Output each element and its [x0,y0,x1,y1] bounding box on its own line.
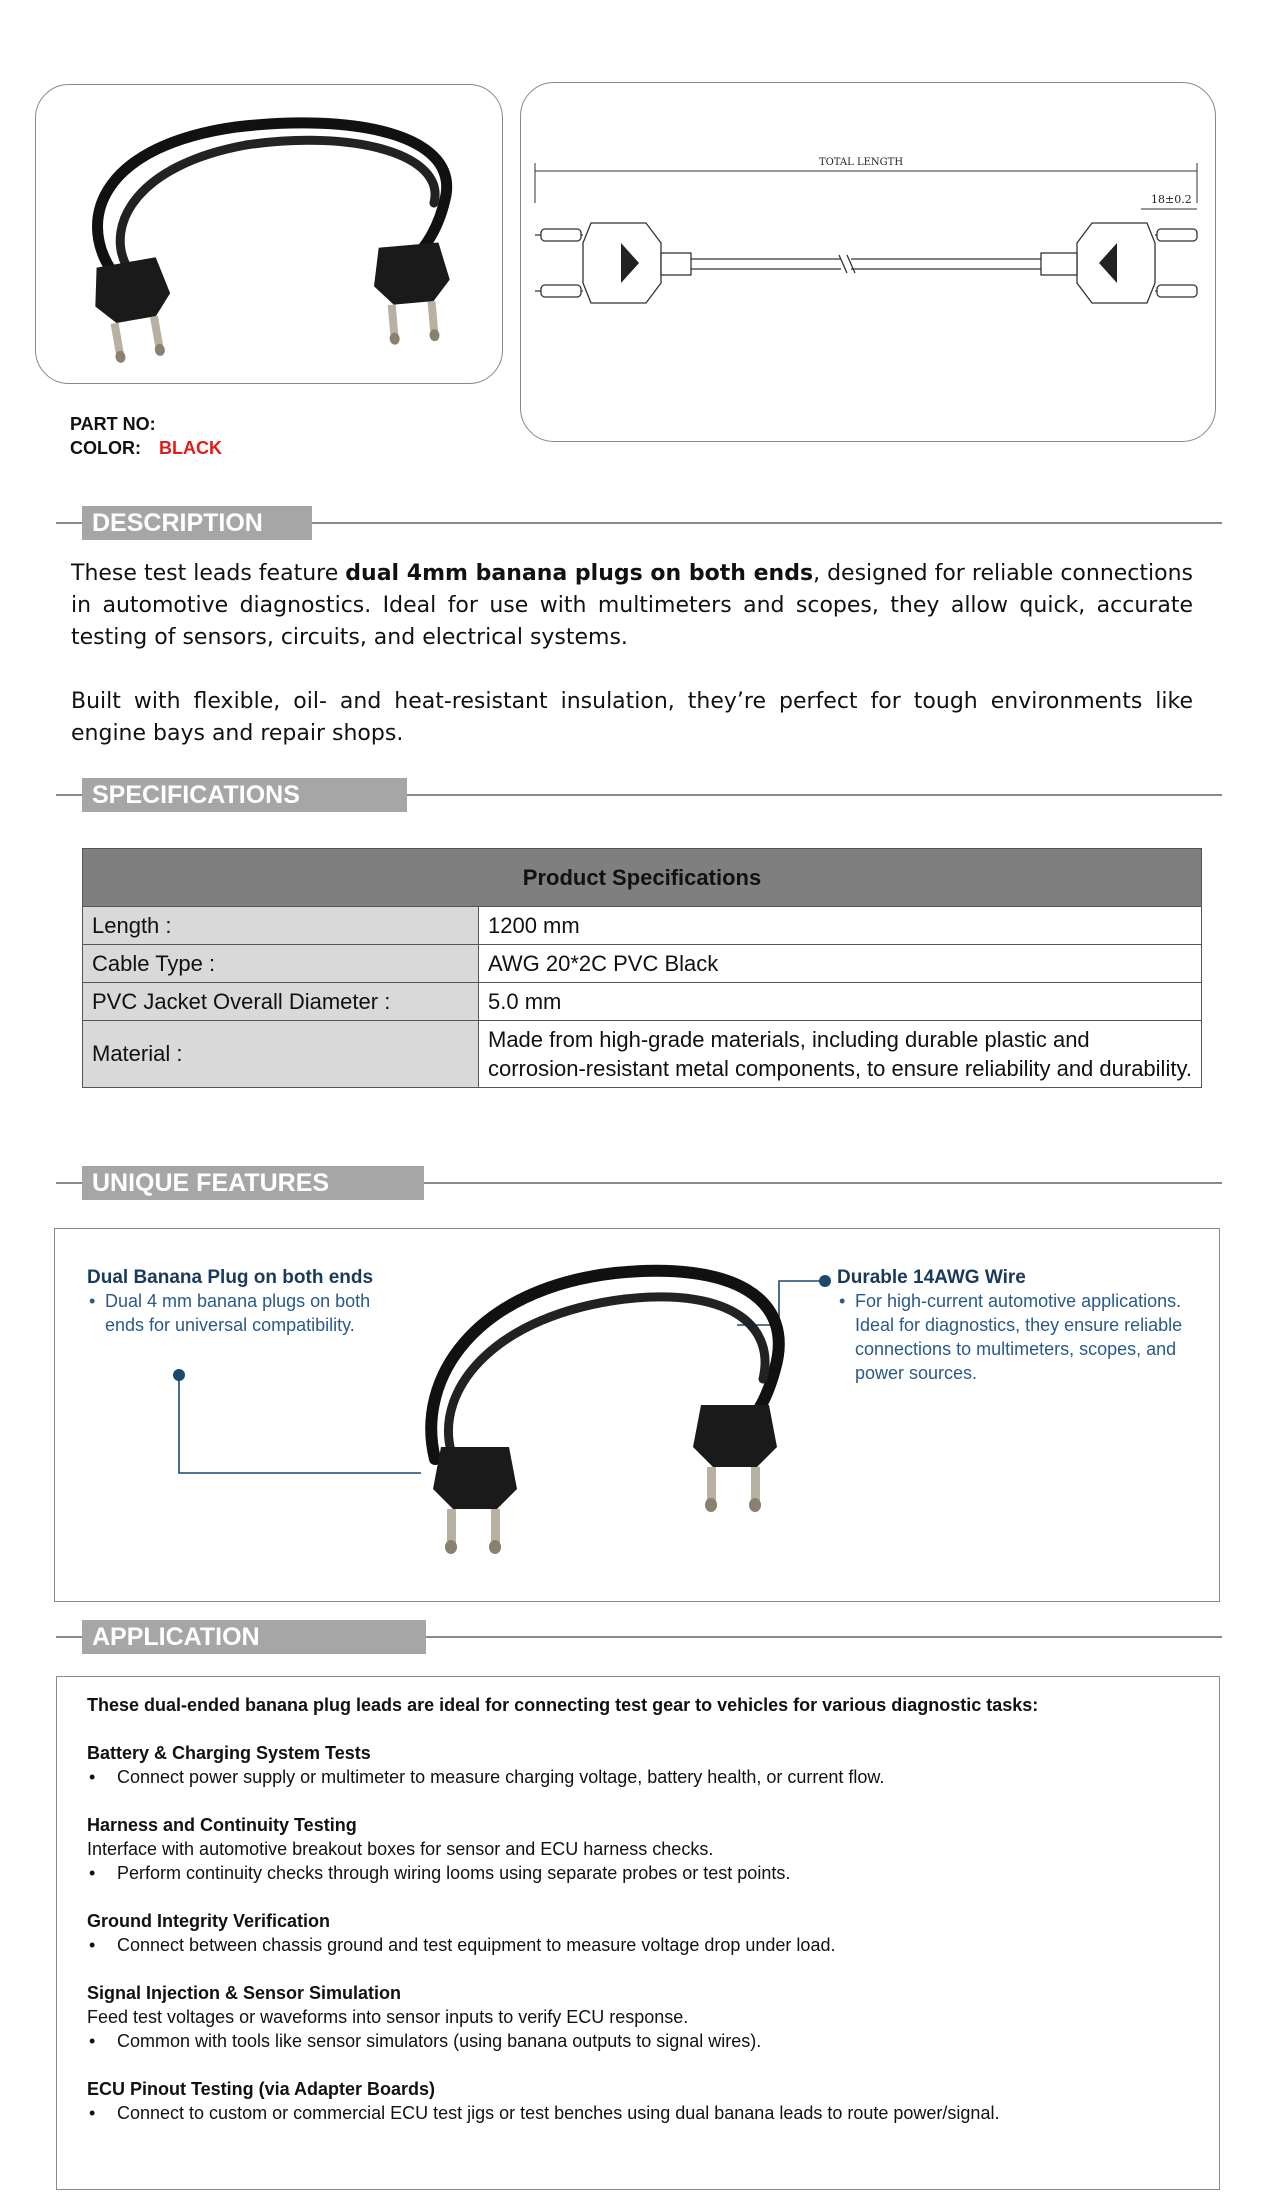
spec-value: 1200 mm [479,907,1202,945]
spec-table [82,848,1202,1088]
specifications-heading: SPECIFICATIONS [82,778,407,812]
application-line: Feed test voltages or waveforms into sensor inputs to verify ECU response. [87,2007,689,2027]
table-row [83,983,1202,1021]
application-line: Interface with automotive breakout boxes for sensor and ECU harness checks. [87,1839,714,1859]
color-value: BLACK [159,438,222,458]
application-content [87,1693,1095,2125]
description-heading: DESCRIPTION [82,506,312,540]
features-heading: UNIQUE FEATURES [82,1166,424,1200]
part-no-label: PART NO: [70,414,156,434]
list-item: • Perform continuity checks through wiring looms using separate probes or test points. [87,1861,1095,1885]
list-item: • Connect power supply or multimeter to measure charging voltage, battery health, or current flow. [87,1765,1095,1789]
spec-key: PVC Jacket Overall Diameter : [83,983,479,1021]
table-row [83,1021,1202,1088]
spec-key: Material : [83,1021,479,1088]
right-plug [371,242,455,346]
feature-left-text: • Dual 4 mm banana plugs on both ends for universal compatibility. [87,1289,377,1337]
cable-photo [36,85,504,385]
application-heading-1: Battery & Charging System Tests [87,1743,371,1763]
left-plug [89,256,181,366]
features-panel [54,1228,1220,1602]
technical-drawing [521,83,1217,443]
application-heading: APPLICATION [82,1620,426,1654]
features-diagram [55,1229,1221,1603]
application-heading-5: ECU Pinout Testing (via Adapter Boards) [87,2079,436,2099]
application-heading-4: Signal Injection & Sensor Simulation [87,1983,402,2003]
application-panel [56,1676,1220,2190]
table-row [83,945,1202,983]
application-intro: These dual-ended banana plug leads are ideal for connecting test gear to vehicles for various diagnostic tasks: [87,1695,1039,1715]
spec-value: AWG 20*2C PVC Black [479,945,1202,983]
list-item: • Common with tools like sensor simulators (using banana outputs to signal wires). [87,2029,1095,2053]
spec-table-title: Product Specifications [83,849,1202,907]
feature-right-plug [693,1405,777,1512]
spec-value: Made from high-grade materials, including durable plastic and corrosion-resistant metal components, to ensure reliability and durability. [479,1021,1202,1088]
application-heading-3: Ground Integrity Verification [87,1911,331,1931]
description-paragraph-1: These test leads feature dual 4mm banana plugs on both ends, designed for reliable connections in automotive diagnostics. Ideal for use with multimeters and scopes, they allow quick, accurate testing of sensors, circuits, and electrical systems. [71,561,1193,650]
product-photo-frame [35,84,503,384]
description-highlight: dual 4mm banana plugs on both ends [345,561,814,586]
tolerance-label: 18±0.2 [1151,193,1192,206]
spec-key: Length : [83,907,479,945]
application-heading-2: Harness and Continuity Testing [87,1815,357,1835]
total-length-label: TOTAL LENGTH [818,157,904,168]
feature-left-title: Dual Banana Plug on both ends [87,1267,374,1288]
part-no-line [70,414,156,435]
color-label: COLOR: [70,438,141,458]
spec-value: 5.0 mm [479,983,1202,1021]
color-line [70,438,222,459]
spec-key: Cable Type : [83,945,479,983]
feature-right-text: • For high-current automotive applications. Ideal for diagnostics, they ensure reliable connections to multimeters, scopes, and power sources. [837,1289,1197,1385]
list-item: • Connect between chassis ground and test equipment to measure voltage drop under load. [87,1933,1095,1957]
list-item: • Connect to custom or commercial ECU test jigs or test benches using dual banana leads to route power/signal. [87,2101,1095,2125]
table-row [83,907,1202,945]
description-paragraph-2: Built with flexible, oil- and heat-resistant insulation, they’re perfect for tough environments like engine bays and repair shops. [71,689,1193,746]
feature-left-plug [433,1447,517,1554]
technical-drawing-frame [520,82,1216,442]
feature-right-title: Durable 14AWG Wire [837,1267,1026,1288]
